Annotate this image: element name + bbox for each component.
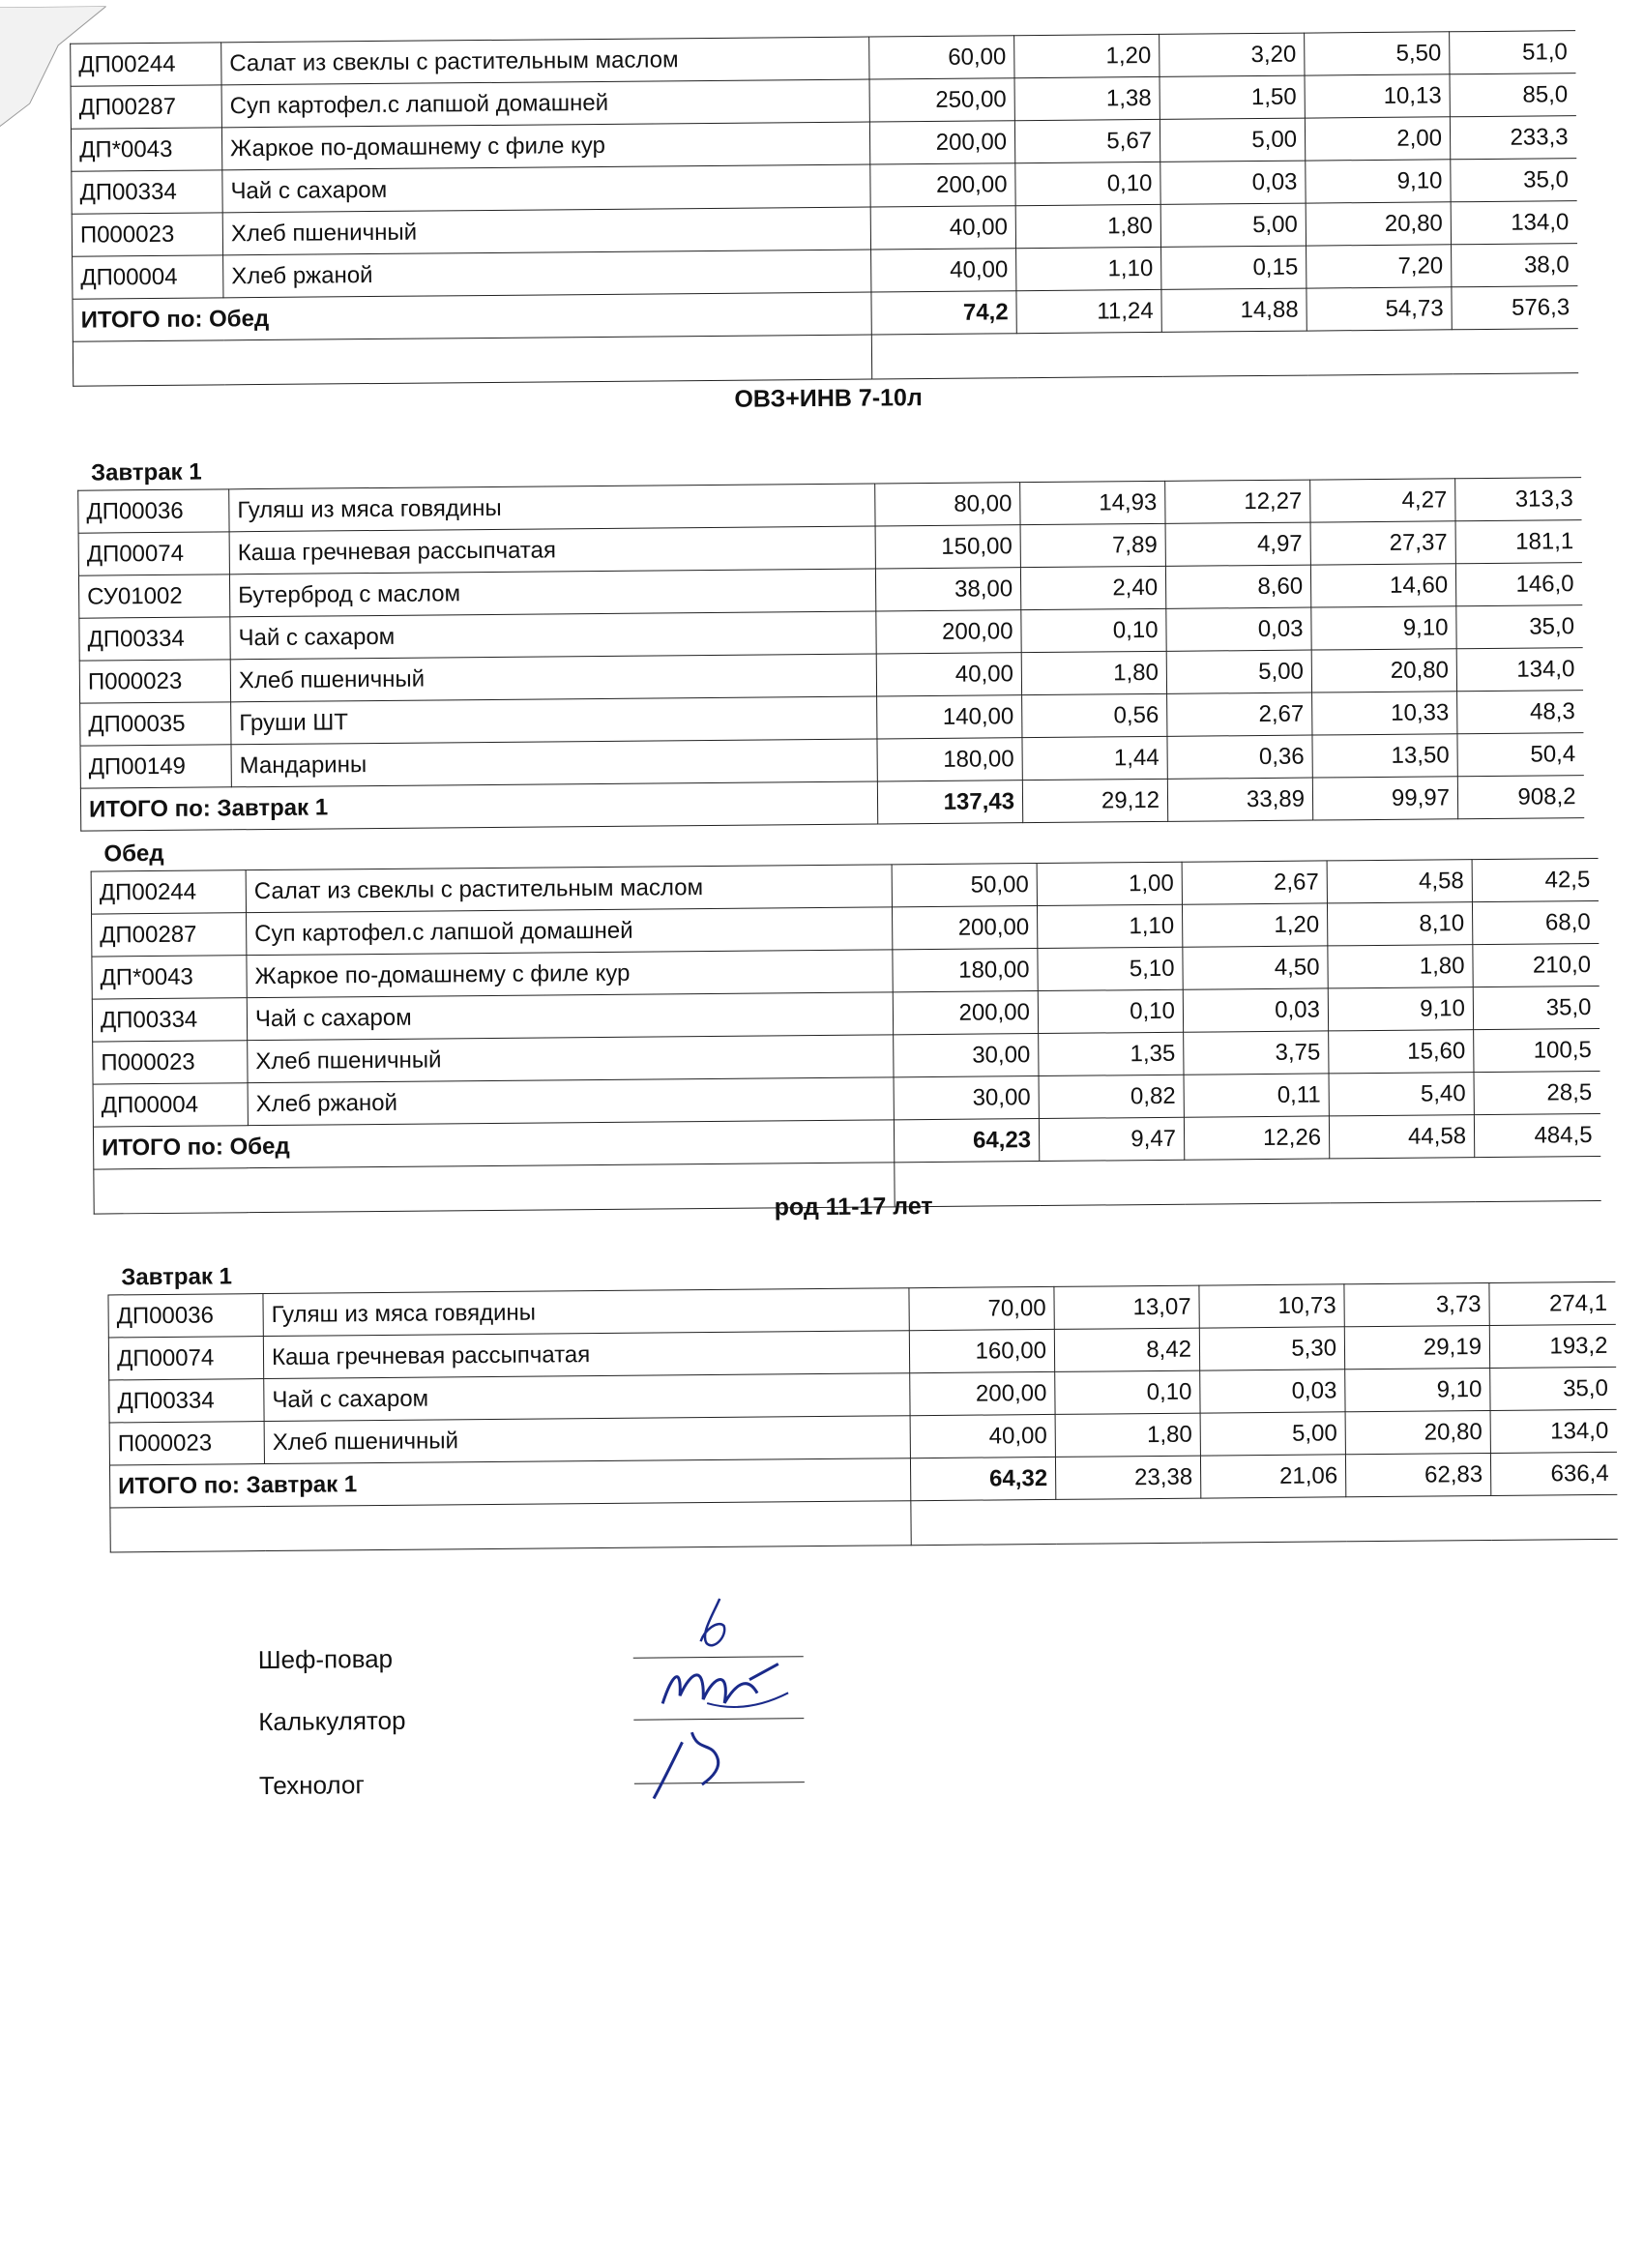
dish-code-cell: ДП00036 [78,489,229,533]
age-11-17-breakfast-label: Завтрак 1 [121,1263,233,1291]
dish-code-cell: ДП00004 [93,1083,248,1127]
weight-cell: 200,00 [893,991,1038,1035]
fat-cell: 3,20 [1160,33,1305,76]
total-label-cell: ИТОГО по: Обед [93,1120,894,1169]
total-weight-cell: 64,32 [910,1457,1055,1500]
ovz-lunch-label: Обед [103,839,164,868]
weight-cell: 150,00 [875,525,1020,569]
weight-cell: 140,00 [877,695,1022,739]
section-title-11-17: род 11-17 лет [774,1193,933,1222]
carbs-cell: 2,00 [1305,117,1450,161]
dish-code-cell: ДП00035 [80,702,231,746]
protein-cell: 0,10 [1015,162,1160,205]
top-lunch-table [70,30,1578,387]
carbs-cell: 20,80 [1311,649,1456,692]
fat-cell: 5,30 [1199,1327,1344,1370]
signature-technologist-label: Технолог [258,1770,365,1801]
kcal-cell: 313,3 [1455,478,1581,521]
protein-cell: 1,10 [1037,904,1182,948]
kcal-cell: 42,5 [1472,858,1598,901]
carbs-cell: 9,10 [1345,1368,1490,1411]
dish-name-cell: Хлеб пшеничный [248,1035,894,1083]
dish-name-cell: Груши ШТ [231,696,877,745]
dish-code-cell: ДП00334 [72,170,222,214]
dish-code-cell: ДП00334 [79,617,230,661]
fat-cell: 0,03 [1200,1370,1345,1413]
weight-cell: 38,00 [875,568,1020,611]
weight-cell: 70,00 [909,1286,1054,1330]
blank-cell [110,1501,911,1552]
weight-cell: 200,00 [869,121,1014,164]
weight-cell: 40,00 [876,653,1021,696]
weight-cell: 160,00 [909,1329,1054,1372]
dish-name-cell: Хлеб пшеничный [222,207,870,255]
carbs-cell: 15,60 [1329,1030,1474,1074]
dish-name-cell: Хлеб пшеничный [230,654,876,702]
kcal-cell: 134,0 [1451,201,1576,245]
carbs-cell: 8,10 [1327,902,1472,946]
dish-name-cell: Каша гречневая рассыпчатая [229,526,875,574]
total-label-cell: ИТОГО по: Завтрак 1 [109,1458,910,1508]
weight-cell: 200,00 [876,610,1021,654]
dish-name-cell: Хлеб пшеничный [264,1416,910,1464]
age-11-17-breakfast-table [107,1281,1617,1553]
kcal-cell: 100,5 [1474,1028,1600,1072]
fat-cell: 2,67 [1182,861,1327,904]
top-lunch-block [70,30,1578,387]
carbs-cell: 4,27 [1310,479,1455,522]
dish-code-cell: СУ01002 [78,574,229,618]
ovz-breakfast-table [77,477,1584,832]
fat-cell: 4,97 [1165,522,1310,566]
protein-cell: 1,10 [1016,247,1161,290]
dish-code-cell: ДП00334 [92,998,247,1042]
dish-name-cell: Чай с сахаром [247,992,893,1041]
fat-cell: 3,75 [1184,1031,1329,1075]
fat-cell: 10,73 [1199,1284,1344,1328]
protein-cell: 1,38 [1014,76,1160,120]
dish-name-cell: Салат из свеклы с растительным маслом [221,37,869,85]
kcal-cell: 38,0 [1452,244,1577,287]
carbs-cell: 29,19 [1344,1325,1489,1369]
dish-name-cell: Чай с сахаром [222,164,870,213]
total-protein-cell: 11,24 [1016,289,1161,333]
total-kcal-cell: 908,2 [1457,776,1583,819]
total-kcal-cell: 636,4 [1490,1452,1616,1495]
dish-name-cell: Мандарины [231,739,877,787]
dish-code-cell: ДП00036 [108,1294,263,1338]
kcal-cell: 35,0 [1456,605,1582,649]
protein-cell: 1,44 [1022,736,1167,780]
signature-calculator-label: Калькулятор [258,1705,406,1737]
carbs-cell: 13,50 [1312,734,1457,778]
kcal-cell: 35,0 [1490,1367,1616,1410]
total-carbs-cell: 62,83 [1345,1453,1490,1496]
kcal-cell: 193,2 [1489,1324,1615,1368]
protein-cell: 2,40 [1020,566,1165,609]
dish-name-cell: Жаркое по-домашнему с филе кур [247,950,893,998]
dish-name-cell: Жаркое по-домашнему с филе кур [221,122,869,170]
kcal-cell: 146,0 [1455,563,1581,606]
kcal-cell: 134,0 [1456,648,1582,692]
weight-cell: 200,00 [910,1371,1055,1415]
protein-cell: 1,00 [1037,862,1182,905]
dish-code-cell: П000023 [72,213,222,256]
total-label-cell: ИТОГО по: Завтрак 1 [80,781,877,831]
fat-cell: 0,03 [1160,161,1306,204]
protein-cell: 0,10 [1021,608,1166,652]
protein-cell: 13,07 [1054,1285,1199,1329]
section-title-ovz: ОВЗ+ИНВ 7-10л [734,384,923,413]
carbs-cell: 14,60 [1310,564,1455,607]
carbs-cell: 5,50 [1305,32,1450,75]
total-weight-cell: 74,2 [871,291,1016,335]
ovz-breakfast-label: Завтрак 1 [90,458,202,486]
fat-cell: 12,27 [1165,480,1310,523]
dish-code-cell: ДП00287 [92,913,247,957]
carbs-cell: 3,73 [1344,1282,1489,1326]
protein-cell: 1,35 [1039,1032,1184,1075]
fat-cell: 0,03 [1183,988,1328,1032]
total-carbs-cell: 54,73 [1306,287,1452,331]
carbs-cell: 20,80 [1306,202,1451,246]
total-protein-cell: 29,12 [1022,779,1167,822]
total-fat-cell: 14,88 [1161,288,1306,332]
protein-cell: 1,80 [1055,1413,1200,1457]
fat-cell: 2,67 [1167,692,1312,736]
total-label-cell: ИТОГО по: Обед [73,292,871,341]
protein-cell: 7,89 [1020,523,1165,567]
carbs-cell: 4,58 [1327,860,1472,903]
carbs-cell: 7,20 [1306,245,1452,288]
weight-cell: 180,00 [877,738,1022,781]
fat-cell: 1,20 [1182,903,1327,947]
fat-cell: 8,60 [1165,565,1310,608]
kcal-cell: 274,1 [1489,1281,1615,1325]
total-kcal-cell: 576,3 [1452,286,1577,330]
total-carbs-cell: 99,97 [1312,777,1457,820]
kcal-cell: 35,0 [1451,159,1576,202]
dish-code-cell: ДП00004 [73,255,223,299]
dish-code-cell: ДП*0043 [92,956,247,999]
carbs-cell: 27,37 [1310,521,1455,565]
dish-code-cell: ДП00149 [80,745,231,788]
kcal-cell: 233,3 [1450,116,1575,160]
fat-cell: 4,50 [1183,946,1328,989]
blank-cell [73,335,871,386]
dish-name-cell: Хлеб ржаной [248,1077,894,1126]
carbs-cell: 1,80 [1328,945,1473,988]
weight-cell: 50,00 [892,864,1037,907]
total-fat-cell: 21,06 [1200,1455,1345,1498]
total-weight-cell: 64,23 [894,1119,1039,1163]
ovz-lunch-block [90,825,1600,1215]
protein-cell: 0,82 [1039,1075,1184,1118]
total-carbs-cell: 44,58 [1329,1115,1474,1159]
carbs-cell: 9,10 [1306,160,1451,203]
weight-cell: 180,00 [893,949,1038,992]
dish-name-cell: Чай с сахаром [230,611,876,660]
carbs-cell: 10,33 [1312,692,1457,735]
total-protein-cell: 23,38 [1055,1456,1200,1499]
handwritten-signature [623,1586,837,1820]
kcal-cell: 210,0 [1473,943,1599,987]
dish-code-cell: ДП00334 [109,1379,264,1423]
ovz-lunch-table [91,858,1601,1215]
dish-code-cell: П000023 [109,1422,264,1465]
carbs-cell: 20,80 [1345,1410,1490,1454]
protein-cell: 1,20 [1014,34,1160,77]
protein-cell: 0,10 [1055,1370,1200,1414]
age-11-17-breakfast-block [107,1249,1617,1553]
dish-name-cell: Суп картофел.с лапшой домашней [247,907,893,956]
dish-name-cell: Хлеб ржаной [223,250,871,298]
dish-code-cell: ДП00074 [78,532,229,575]
carbs-cell: 9,10 [1328,987,1473,1031]
fat-cell: 0,03 [1166,607,1311,651]
dish-name-cell: Чай с сахаром [264,1373,910,1422]
dish-code-cell: ДП00287 [71,85,221,129]
protein-cell: 5,10 [1038,947,1183,990]
carbs-cell: 10,13 [1305,74,1450,118]
fat-cell: 0,36 [1167,735,1312,779]
protein-cell: 8,42 [1054,1328,1199,1371]
dish-name-cell: Салат из свеклы с растительным маслом [246,865,892,913]
dish-code-cell: ДП00244 [71,43,221,86]
blank-cell [911,1494,1617,1545]
dish-code-cell: П000023 [93,1041,248,1084]
dish-code-cell: ДП00074 [108,1337,263,1380]
blank-cell [871,329,1577,379]
weight-cell: 40,00 [870,206,1015,250]
weight-cell: 60,00 [869,36,1014,79]
weight-cell: 30,00 [894,1076,1039,1120]
blank-cell [895,1156,1600,1206]
total-kcal-cell: 484,5 [1474,1113,1600,1157]
kcal-cell: 181,1 [1455,520,1581,564]
kcal-cell: 28,5 [1474,1071,1600,1114]
fat-cell: 0,11 [1184,1074,1329,1117]
total-protein-cell: 9,47 [1039,1117,1184,1161]
dish-code-cell: ДП00244 [91,870,246,914]
protein-cell: 0,10 [1038,989,1183,1033]
dish-code-cell: П000023 [79,660,230,703]
weight-cell: 40,00 [871,249,1016,292]
fat-cell: 5,00 [1166,650,1311,693]
carbs-cell: 5,40 [1329,1073,1474,1116]
protein-cell: 5,67 [1014,119,1160,162]
fat-cell: 0,15 [1161,246,1306,289]
total-fat-cell: 33,89 [1167,778,1312,821]
fat-cell: 5,00 [1160,118,1305,162]
kcal-cell: 134,0 [1490,1409,1616,1453]
kcal-cell: 68,0 [1472,900,1598,944]
dish-name-cell: Суп картофел.с лапшой домашней [221,79,869,128]
carbs-cell: 9,10 [1311,606,1456,650]
weight-cell: 250,00 [869,78,1014,122]
total-weight-cell: 137,43 [877,781,1022,824]
dish-name-cell: Бутерброд с маслом [229,569,875,617]
kcal-cell: 48,3 [1457,691,1583,734]
signature-chef-label: Шеф-повар [257,1643,394,1675]
total-fat-cell: 12,26 [1184,1116,1329,1160]
weight-cell: 200,00 [892,906,1037,950]
dish-code-cell: ДП*0043 [71,128,221,171]
kcal-cell: 35,0 [1473,986,1599,1029]
protein-cell: 1,80 [1021,651,1166,694]
weight-cell: 30,00 [894,1034,1039,1077]
kcal-cell: 50,4 [1457,733,1583,777]
kcal-cell: 51,0 [1450,31,1575,74]
fat-cell: 5,00 [1200,1412,1345,1456]
fat-cell: 1,50 [1160,75,1305,119]
protein-cell: 1,80 [1015,204,1160,248]
protein-cell: 14,93 [1020,481,1165,524]
weight-cell: 200,00 [870,163,1015,207]
fat-cell: 5,00 [1160,203,1306,247]
dish-name-cell: Гуляш из мяса говядины [263,1288,909,1337]
weight-cell: 40,00 [910,1414,1055,1458]
kcal-cell: 85,0 [1450,74,1575,117]
weight-cell: 80,00 [875,483,1020,526]
protein-cell: 0,56 [1022,693,1167,737]
dish-name-cell: Каша гречневая рассыпчатая [263,1331,909,1379]
dish-name-cell: Гуляш из мяса говядины [229,484,875,532]
ovz-breakfast-block [77,444,1584,832]
